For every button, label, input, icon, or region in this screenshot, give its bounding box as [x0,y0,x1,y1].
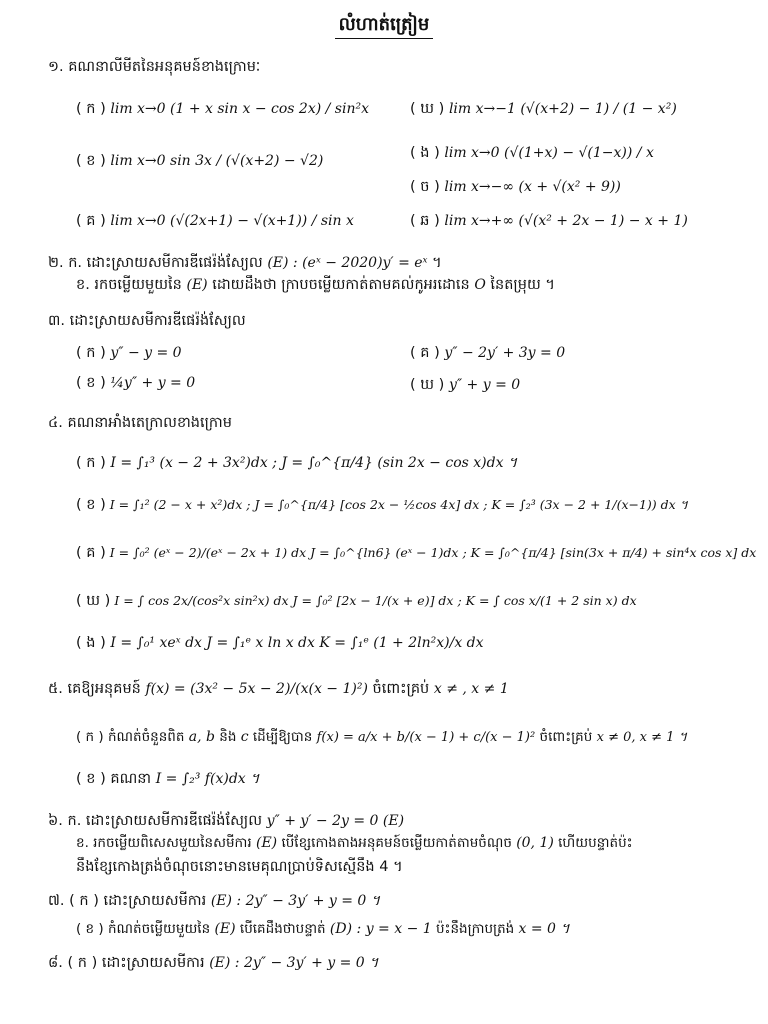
q5-a-cond: x ≠ 0, x ≠ 1 ។ [596,730,688,745]
q2-part-b [76,274,555,296]
q3-item-d-expr: y″ + y = 0 [448,377,521,393]
q5-a-cond-text: ចំពោះគ្រប់ [539,729,593,745]
q7-part-b [76,918,570,940]
q3-text: ដោះស្រាយសមីការឌីផេរ៉ង់ស្យែល [69,313,246,329]
q4-heading [48,412,232,434]
q2-number: ២. [48,255,64,271]
q3-item-b-expr: ¼y″ + y = 0 [110,375,196,391]
q3-item-c-label: ( គ ) [410,345,440,361]
q1-item-d-label: ( ឃ ) [410,101,445,117]
q1-item-c-label: ( គ ) [76,213,106,229]
q7-a-expr: (E) : 2y″ − 3y′ + y = 0 ។ [210,893,381,909]
q8-a-text: ដោះស្រាយសមីការ [101,955,205,971]
q5-a-vars: a, b [188,729,215,745]
q1-item-d [410,98,677,120]
q1-text: គណនាលីមីតនៃអនុគមន៍ខាងក្រោមៈ [68,59,261,75]
q3-item-d [410,374,520,396]
q4-item-d [76,590,637,612]
q6-b-text: ខ. រកចម្លើយពិសេសមួយនៃសមីការ [76,835,252,851]
q3-item-c [410,342,565,364]
q1-item-c [76,210,354,232]
q4-item-c-expr: I = ∫₀² (eˣ − 2)/(eˣ − 2x + 1) dx J = ∫₀^{ln6} (eˣ − 1)dx ; K = ∫₀^{π/4} [sin(3x + π/4) + sin⁴x cos x] dx [109,545,757,560]
q1-item-g-label: ( ឆ ) [410,213,440,229]
q2-b-end: នៃតម្រុយ ។ [490,277,555,293]
q7-b-x: x = 0 ។ [518,921,570,937]
q3-item-a-expr: y″ − y = 0 [110,345,182,361]
q4-item-e [76,632,484,654]
q1-item-e-expr: lim x→0 (√(1+x) − √(1−x)) / x [444,145,654,161]
q1-item-a-expr: lim x→0 (1 + x sin x − cos 2x) / sin²x [110,101,369,117]
q1-item-b-expr: lim x→0 sin 3x / (√(x+2) − √2) [110,153,324,169]
q7-b-text: កំណត់ចម្លើយមួយនៃ [107,921,211,937]
q5-text: គេឱ្យអនុគមន៍ [67,681,141,697]
q1-item-f-label: ( ច ) [410,179,440,195]
q2-b-o: O [474,277,486,293]
q6-b-mid: បើខ្សែកោងតាងអនុគមន៍ចម្លើយកាត់តាមចំណុច [281,835,512,851]
q4-item-c-label: ( គ ) [76,545,106,561]
q4-item-e-label: ( ង ) [76,635,106,651]
q4-item-a-expr: I = ∫₁³ (x − 2 + 3x²)dx ; J = ∫₀^{π/4} (sin 2x − cos x)dx ។ [110,455,518,471]
q3-number: ៣. [48,313,65,329]
q6-a-expr: y″ + y′ − 2y = 0 (E) [266,813,405,829]
q7-a-label: ( ក ) [69,893,99,909]
q5-a-text: កំណត់ចំនួនពិត [107,729,185,745]
q3-item-d-label: ( ឃ ) [410,377,445,393]
q6-b-point: (0, 1) [516,835,554,851]
q5-a-text2: ដើម្បីឱ្យបាន [252,729,313,745]
q5-heading [48,678,509,700]
q1-item-f-expr: lim x→−∞ (x + √(x² + 9)) [444,179,621,195]
q5-cond-text: ចំពោះគ្រប់ [372,681,430,697]
q1-item-g [410,210,688,232]
page-title: លំហាត់ត្រៀម [0,12,768,39]
q4-item-c [76,542,756,564]
q3-item-a [76,342,182,364]
q6-a-text: ក. ដោះស្រាយសមីការឌីផេរ៉ង់ស្យែល [67,813,263,829]
q4-item-d-label: ( ឃ ) [76,593,111,609]
q4-item-b [76,494,688,516]
q3-item-b [76,372,195,394]
q4-item-b-label: ( ខ ) [76,497,106,513]
q7-b-end: ប៉ះនឹងក្រាបត្រង់ [435,921,515,937]
q6-part-b-line2 [76,856,403,878]
q3-heading [48,310,246,332]
q8-number: ៨. [48,955,63,971]
q3-item-a-label: ( ក ) [76,345,106,361]
q1-item-e [410,142,654,164]
q3-item-c-expr: y″ − 2y′ + 3y = 0 [444,345,566,361]
q1-item-c-expr: lim x→0 (√(2x+1) − √(x+1)) / sin x [110,213,354,229]
q6-b-end: ហើយបន្ទាត់ប៉ះ [558,835,633,851]
q4-item-e-expr: I = ∫₀¹ xeˣ dx J = ∫₁ᵉ x ln x dx K = ∫₁ᵉ (1 + 2ln²x)/x dx [110,635,484,651]
q1-item-f [410,176,621,198]
q5-b-label: ( ខ ) [76,771,106,787]
q2-b-mid: ដោយដឹងថា ក្រាបចម្លើយកាត់តាមគល់កូអរដោនេ [212,277,470,293]
q2-part-a [48,252,442,274]
q7-b-e: (E) [214,921,236,937]
q6-b-e: (E) [255,835,278,851]
q5-cond: x ≠ , x ≠ 1 [433,681,509,697]
q5-b-text: គណនា [110,771,152,787]
q2-a-text: ក. ដោះស្រាយសមីការឌីផេរ៉ង់ស្យែល [68,255,263,271]
q1-item-e-label: ( ង ) [410,145,440,161]
q5-fx: f(x) = (3x² − 5x − 2)/(x(x − 1)²) [145,681,368,697]
q1-heading [48,56,260,78]
q4-text: គណនាអាំងតេក្រាលខាងក្រោម [67,415,232,431]
q8-a-label: ( ក ) [67,955,98,971]
q7-b-mid: បើគេដឹងថាបន្ទាត់ [239,921,326,937]
q1-item-g-expr: lim x→+∞ (√(x² + 2x − 1) − x + 1) [444,213,688,229]
q7-part-a [48,890,380,912]
q6-b-line2: នឹងខ្សែកោងត្រង់ចំណុចនោះមានមេគុណប្រាប់ទិសស្មើនឹង 4 ។ [76,859,403,875]
q1-item-a-label: ( ក ) [76,101,106,117]
q3-item-b-label: ( ខ ) [76,375,106,391]
q1-item-d-expr: lim x→−1 (√(x+2) − 1) / (1 − x²) [448,101,677,117]
q1-item-b-label: ( ខ ) [76,153,106,169]
q2-a-expr: (E) : (eˣ − 2020)y′ = eˣ [267,255,428,271]
q1-number: ១. [48,59,64,75]
q1-item-a [76,98,369,120]
q5-part-b [76,768,259,790]
q5-number: ៥. [48,681,63,697]
q8-part-a [48,952,378,974]
q7-number: ៧. [48,893,65,909]
q2-a-end: ។ [432,255,442,271]
q2-b-text: ខ. រកចម្លើយមួយនៃ [76,277,182,293]
q4-item-b-expr: I = ∫₁² (2 − x + x²)dx ; J = ∫₀^{π/4} [cos 2x − ½cos 4x] dx ; K = ∫₂³ (3x − 2 + 1/(x−1)) dx ។ [109,497,688,512]
q4-item-d-expr: I = ∫ cos 2x/(cos²x sin²x) dx J = ∫₀² [2x − 1/(x + e)] dx ; K = ∫ cos x/(1 + 2 sin x) dx [114,593,637,608]
q5-a-expr: f(x) = a/x + b/(x − 1) + c/(x − 1)² [316,730,536,745]
q1-item-b [76,150,323,172]
q7-b-line: (D) : y = x − 1 [329,921,432,937]
q4-item-a [76,452,517,474]
q5-a-and: និង [219,729,237,745]
q5-a-label: ( ក ) [76,729,104,745]
q4-item-a-label: ( ក ) [76,455,106,471]
q5-part-a [76,726,687,749]
q5-b-expr: I = ∫₂³ f(x)dx ។ [155,771,260,787]
q5-a-c: c [240,729,249,745]
q6-part-a [48,810,404,832]
q2-b-e: (E) [186,277,208,293]
q8-a-expr: (E) : 2y″ − 3y′ + y = 0 ។ [209,955,379,971]
q6-number: ៦. [48,813,63,829]
q7-a-text: ដោះស្រាយសមីការ [103,893,207,909]
q7-b-label: ( ខ ) [76,921,104,937]
q6-part-b [76,832,633,854]
q4-number: ៤. [48,415,63,431]
